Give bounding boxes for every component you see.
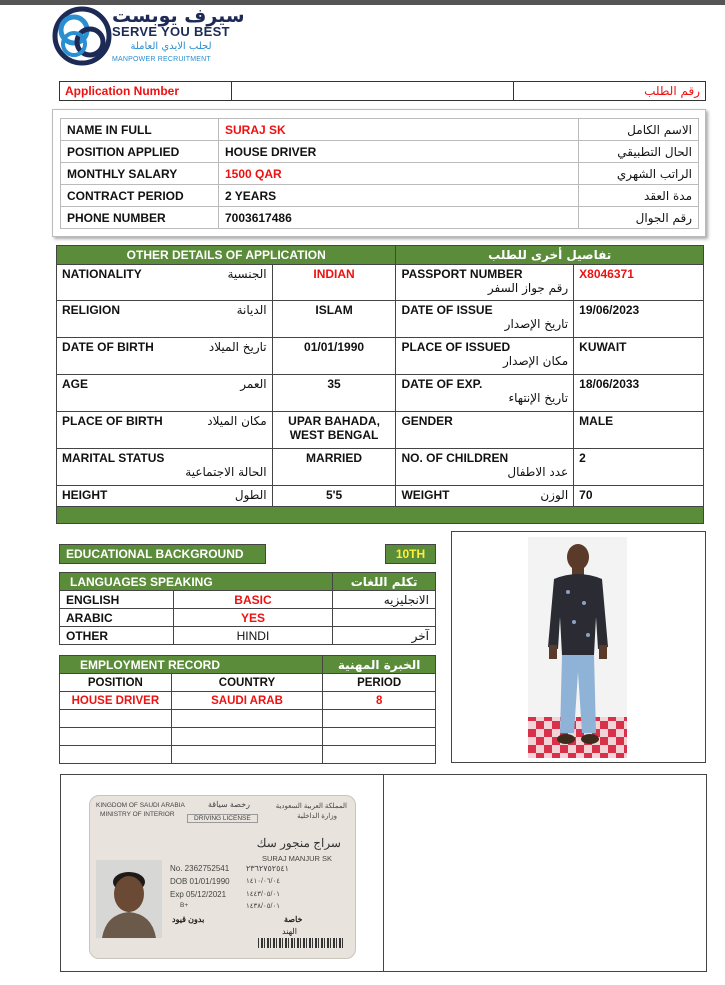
language-arabic-level: YES bbox=[173, 609, 332, 627]
label-religion-ar: الديانة bbox=[236, 303, 267, 317]
license-barcode bbox=[258, 938, 344, 948]
language-english: ENGLISH bbox=[60, 591, 174, 609]
employment-header-country: COUNTRY bbox=[171, 674, 323, 692]
label-age: AGE bbox=[62, 377, 89, 391]
full-body-photo bbox=[528, 537, 627, 758]
label-marital-status-ar: الحالة الاجتماعية bbox=[185, 465, 267, 479]
employment-position: HOUSE DRIVER bbox=[60, 692, 172, 710]
label-contract-ar: مدة العقد bbox=[579, 185, 699, 207]
label-date-of-birth: DATE OF BIRTH bbox=[62, 340, 154, 354]
language-row bbox=[60, 627, 436, 645]
license-title-ar: رخصة سياقة bbox=[208, 800, 250, 809]
application-number-value bbox=[232, 82, 514, 101]
label-no-of-children: NO. OF CHILDREN bbox=[401, 451, 509, 465]
value-place-of-issued: KUWAIT bbox=[574, 338, 704, 375]
green-footer-bar bbox=[57, 507, 704, 524]
application-number-label-ar: رقم الطلب bbox=[514, 82, 706, 101]
languages-title-ar: تكلم اللغات bbox=[333, 573, 436, 591]
license-issue-ar: ١٤٣٨/٠٥/٠١ bbox=[246, 903, 280, 910]
label-date-of-issue-ar: تاريخ الإصدار bbox=[504, 317, 569, 331]
employment-period bbox=[323, 728, 436, 746]
value-nationality: INDIAN bbox=[272, 265, 396, 301]
logo-english-name: SERVE YOU BEST bbox=[112, 24, 230, 39]
value-no-of-children: 2 bbox=[574, 449, 704, 486]
employment-table bbox=[59, 655, 436, 764]
employment-country bbox=[171, 728, 323, 746]
employment-period: 8 bbox=[323, 692, 436, 710]
language-row bbox=[60, 609, 436, 627]
license-photo bbox=[96, 860, 162, 938]
employment-period bbox=[323, 710, 436, 728]
license-ministry: MINISTRY OF INTERIOR bbox=[100, 811, 175, 818]
language-other-ar: آخر bbox=[333, 627, 436, 645]
label-height-ar: الطول bbox=[234, 488, 267, 502]
employment-header-position: POSITION bbox=[60, 674, 172, 692]
label-nationality-ar: الجنسية bbox=[227, 267, 267, 281]
detail-row bbox=[57, 449, 704, 486]
language-other: OTHER bbox=[60, 627, 174, 645]
detail-row bbox=[57, 301, 704, 338]
license-kingdom-ar: المملكة العربية السعودية bbox=[275, 803, 347, 810]
value-salary: 1500 QAR bbox=[219, 163, 579, 185]
employment-position bbox=[60, 728, 172, 746]
label-religion: RELIGION bbox=[62, 303, 121, 317]
license-dob: DOB 01/01/1990 bbox=[170, 877, 230, 886]
language-arabic-ar bbox=[333, 609, 436, 627]
green-footer-row bbox=[57, 507, 704, 524]
label-gender: GENDER bbox=[396, 412, 574, 449]
company-logo-icon bbox=[52, 6, 112, 66]
label-passport-number-ar: رقم جواز السفر bbox=[487, 281, 569, 295]
other-details-title: OTHER DETAILS OF APPLICATION bbox=[57, 246, 396, 265]
language-row bbox=[60, 591, 436, 609]
detail-row bbox=[57, 486, 704, 507]
employment-row bbox=[60, 728, 436, 746]
label-position-applied: POSITION APPLIED bbox=[61, 141, 219, 163]
personal-info-table bbox=[60, 118, 699, 229]
employment-period bbox=[323, 746, 436, 764]
license-type-ar: خاصة bbox=[284, 915, 303, 924]
value-date-of-issue: 19/06/2023 bbox=[574, 301, 704, 338]
language-english-ar: الانجليزيه bbox=[333, 591, 436, 609]
person-standing-icon bbox=[528, 537, 627, 758]
license-exp: Exp 05/12/2021 bbox=[170, 890, 227, 899]
detail-row bbox=[57, 412, 704, 449]
license-nationality-ar: الهند bbox=[282, 927, 297, 936]
value-marital-status: MARRIED bbox=[272, 449, 396, 486]
label-phone-number: PHONE NUMBER bbox=[61, 207, 219, 229]
application-number-label: Application Number bbox=[60, 82, 232, 101]
label-date-of-exp: DATE OF EXP. bbox=[401, 377, 483, 391]
label-place-of-birth: PLACE OF BIRTH bbox=[62, 414, 163, 428]
label-place-of-issued: PLACE OF ISSUED bbox=[401, 340, 511, 354]
license-kingdom: KINGDOM OF SAUDI ARABIA bbox=[96, 802, 185, 809]
label-no-of-children-ar: عدد الاطفال bbox=[507, 465, 569, 479]
other-details-table bbox=[56, 245, 704, 524]
value-position: HOUSE DRIVER bbox=[219, 141, 579, 163]
label-name-ar: الاسم الكامل bbox=[579, 119, 699, 141]
personal-row-contract bbox=[61, 185, 699, 207]
label-date-of-birth-ar: تاريخ الميلاد bbox=[208, 340, 267, 354]
label-name-in-full: NAME IN FULL bbox=[61, 119, 219, 141]
license-ministry-ar: وزارة الداخلية bbox=[297, 813, 337, 820]
logo-arabic-name: سيرف يوبست bbox=[112, 5, 245, 27]
driving-license-card bbox=[89, 795, 356, 959]
employment-title: EMPLOYMENT RECORD bbox=[60, 656, 323, 674]
employment-row bbox=[60, 710, 436, 728]
value-height: 5'5 bbox=[272, 486, 396, 507]
value-date-of-birth: 01/01/1990 bbox=[272, 338, 396, 375]
other-details-title-ar: تفاصيل أخرى للطلب bbox=[396, 246, 704, 265]
label-salary-ar: الراتب الشهري bbox=[579, 163, 699, 185]
label-place-of-birth-ar: مكان الميلاد bbox=[207, 414, 267, 428]
logo-english-subtitle: MANPOWER RECRUITMENT bbox=[112, 56, 211, 63]
languages-table bbox=[59, 572, 436, 645]
detail-row bbox=[57, 375, 704, 412]
value-place-of-birth: UPAR BAHADA, WEST BENGAL bbox=[272, 412, 396, 449]
language-other-level: HINDI bbox=[173, 627, 332, 645]
language-arabic: ARABIC bbox=[60, 609, 174, 627]
employment-country: SAUDI ARAB bbox=[171, 692, 323, 710]
label-weight-ar: الوزن bbox=[540, 488, 569, 502]
detail-row bbox=[57, 338, 704, 375]
personal-row-phone bbox=[61, 207, 699, 229]
label-age-ar: العمر bbox=[240, 377, 267, 391]
employment-header-row bbox=[60, 674, 436, 692]
value-name: SURAJ SK bbox=[219, 119, 579, 141]
value-gender: MALE bbox=[574, 412, 704, 449]
label-height: HEIGHT bbox=[62, 488, 108, 502]
value-phone: 7003617486 bbox=[219, 207, 579, 229]
license-dob-ar: ١٤١٠/٠٦/٠٤ bbox=[246, 878, 280, 885]
language-english-level: BASIC bbox=[173, 591, 332, 609]
value-contract: 2 YEARS bbox=[219, 185, 579, 207]
license-title-en: DRIVING LICENSE bbox=[187, 814, 258, 823]
employment-country bbox=[171, 710, 323, 728]
personal-row-salary bbox=[61, 163, 699, 185]
value-date-of-exp: 18/06/2033 bbox=[574, 375, 704, 412]
education-value: 10TH bbox=[386, 545, 436, 564]
detail-row bbox=[57, 265, 704, 301]
value-age: 35 bbox=[272, 375, 396, 412]
value-weight: 70 bbox=[574, 486, 704, 507]
license-exp-ar: ١٤٤٣/٠٥/٠١ bbox=[246, 891, 280, 898]
label-passport-number: PASSPORT NUMBER bbox=[401, 267, 523, 281]
employment-country bbox=[171, 746, 323, 764]
education-table bbox=[59, 544, 436, 564]
license-blood-type: B+ bbox=[180, 902, 189, 909]
languages-title: LANGUAGES SPEAKING bbox=[60, 573, 333, 591]
personal-row-name bbox=[61, 119, 699, 141]
license-restriction-ar: بدون قيود bbox=[172, 915, 205, 924]
employment-row bbox=[60, 746, 436, 764]
label-place-of-issued-ar: مكان الإصدار bbox=[503, 354, 569, 368]
license-box-divider bbox=[383, 774, 384, 972]
employment-row bbox=[60, 692, 436, 710]
label-marital-status: MARITAL STATUS bbox=[62, 451, 165, 465]
application-number-row bbox=[59, 81, 706, 101]
personal-row-position bbox=[61, 141, 699, 163]
label-nationality: NATIONALITY bbox=[62, 267, 142, 281]
employment-position bbox=[60, 710, 172, 728]
employment-header-period: PERIOD bbox=[323, 674, 436, 692]
label-contract-period: CONTRACT PERIOD bbox=[61, 185, 219, 207]
education-label: EDUCATIONAL BACKGROUND bbox=[60, 545, 266, 564]
label-date-of-exp-ar: تاريخ الإنتهاء bbox=[508, 391, 569, 405]
label-phone-ar: رقم الجوال bbox=[579, 207, 699, 229]
face-portrait-icon bbox=[96, 860, 162, 938]
label-position-ar: الحال التطبيقي bbox=[579, 141, 699, 163]
license-number: No. 2362752541 bbox=[170, 864, 230, 873]
label-weight: WEIGHT bbox=[401, 488, 450, 502]
label-monthly-salary: MONTHLY SALARY bbox=[61, 163, 219, 185]
logo-arabic-subtitle: لجلب الايدي العاملة bbox=[130, 41, 212, 52]
label-date-of-issue: DATE OF ISSUE bbox=[401, 303, 493, 317]
employment-position bbox=[60, 746, 172, 764]
top-edge-bar bbox=[0, 0, 725, 5]
value-passport-number: X8046371 bbox=[574, 265, 704, 301]
license-name-en: SURAJ MANJUR SK bbox=[262, 854, 333, 863]
employment-title-ar: الخبرة المهنية bbox=[323, 656, 436, 674]
license-name-ar: سراج منجور سك bbox=[256, 836, 341, 850]
license-number-ar: ٢٣٦٢٧٥٢٥٤١ bbox=[246, 864, 289, 873]
value-religion: ISLAM bbox=[272, 301, 396, 338]
